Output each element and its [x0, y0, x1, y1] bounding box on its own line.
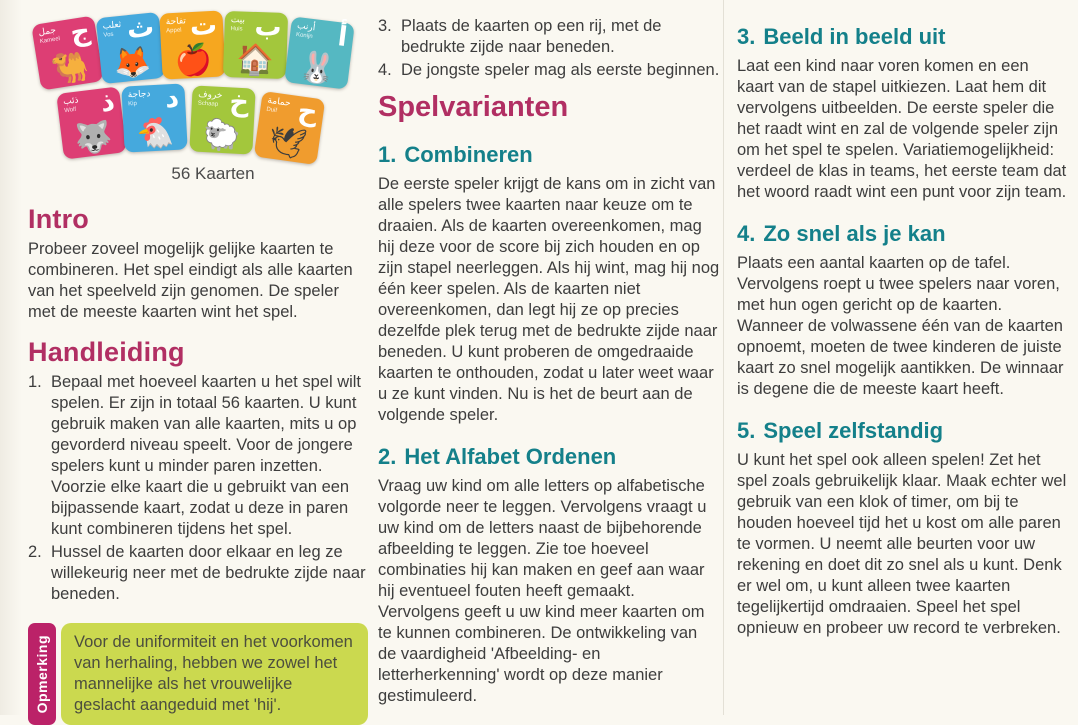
card-dutch-label: Huis	[230, 26, 243, 33]
card-dutch-label: Kameel	[39, 36, 61, 46]
card-illustration: 🍎	[173, 43, 213, 78]
column-divider	[723, 0, 724, 715]
variant-number: 2.	[378, 444, 397, 469]
card-illustration: 🐰	[297, 49, 339, 88]
card-arabic-letter: خ	[228, 86, 250, 118]
card-illustration: 🐔	[135, 116, 175, 151]
card-arabic-letter: ب	[253, 10, 283, 42]
card-arabic-letter: أ	[336, 21, 349, 53]
step-number: 3.	[378, 17, 392, 35]
step-item	[28, 372, 368, 540]
note-box	[28, 623, 368, 725]
spelvarianten-title: Spelvarianten	[378, 91, 569, 123]
middle-column	[378, 16, 720, 707]
step-number: 2.	[28, 543, 42, 561]
card-dutch-label: Duif	[265, 106, 278, 115]
variant-number: 5.	[737, 418, 756, 443]
card-arabic-letter: ح	[296, 95, 320, 128]
card-dutch-label: Wolf	[63, 106, 77, 115]
variant-text: Laat een kind naar voren komen en een kaart van de stapel uitkiezen. Laat hem dit vervolgens uitbeelden. De eerste speler die het raadt wint en zal de volgende speler zijn om het spel te spelen. Variatiemogelijkheid: verdeel de klas in teams, het eerste team dat het woord raadt wint een punt voor zijn team.	[737, 57, 1067, 201]
note-text: Voor de uniformiteit en het voorkomen van herhaling, hebben we zowel het mannelijke als het vrouwelijke geslacht aangeduid met 'hij'.	[61, 623, 368, 725]
card-dutch-label: Schaap	[197, 100, 219, 108]
card-arabic-word: حمامة	[267, 94, 292, 108]
variant-number: 1.	[378, 142, 397, 167]
card-arabic-word: جمل	[37, 24, 57, 38]
step-text: De jongste speler mag als eerste beginnen.	[401, 61, 720, 79]
card-dutch-label: Vos	[103, 31, 114, 39]
step-text: Bepaal met hoeveel kaarten u het spel wilt spelen. Er zijn in totaal 56 kaarten. U kunt gebruik maken van alle kaarten, mits u op gevorderd niveau speelt. Voor de jongere spelers kunt u minder paren inzetten. Voorzie elke kaart die u gebruikt van een bijpassende kaart, zodat u deze in paren kunt combineren tijdens het spel.	[51, 373, 362, 538]
deck-caption: 56 Kaarten	[171, 164, 255, 183]
card-arabic-word: أرنب	[296, 20, 316, 33]
card-arabic-letter: ت	[189, 9, 218, 42]
card-arabic-word: خروف	[198, 88, 223, 100]
card-illustration: 🐑	[202, 118, 242, 153]
card-arabic-letter: ث	[125, 11, 156, 45]
card-arabic-letter: ذ	[98, 86, 117, 118]
alphabet-card	[56, 86, 127, 159]
variant-text: U kunt het spel ook alleen spelen! Zet het spel zoals gebruikelijk klaar. Maak echter wel gebruik van een klok of timer, om bij te houden hoeveel tijd het u kost om alle paren te vormen. U neemt alle beurten voor uw rekening en doet dit zo snel als u kunt. Denk er wel om, u kunt alleen twee kaarten tegelijkertijd omdraaien. Speel het spel opnieuw en probeer uw record te verbreken.	[737, 451, 1067, 637]
step-item	[378, 60, 720, 81]
card-arabic-word: بيت	[230, 14, 246, 25]
card-arabic-word: تفاحة	[165, 15, 187, 27]
step-number: 1.	[28, 373, 42, 391]
variant-title-text: Combineren	[404, 142, 533, 167]
variant-title	[737, 418, 1068, 444]
note-tab	[28, 623, 56, 725]
alphabet-card	[223, 11, 288, 79]
variant-text: Plaats een aantal kaarten op de tafel. Vervolgens roept u twee spelers naar voren, met hun ogen gericht op de kaarten. Wanneer de volwassene één van de kaarten opnoemt, moeten de twee kinderen de juiste kaart zo snel mogelijk aantikken. De winnaar is degene die de meeste kaart heeft.	[737, 254, 1064, 398]
variant-title-text: Het Alfabet Ordenen	[404, 444, 617, 469]
variant-title	[737, 221, 1068, 247]
variant-title	[737, 24, 1068, 50]
step-text: Hussel de kaarten door elkaar en leg ze willekeurig neer met de bedrukte zijde naar beneden.	[51, 543, 366, 603]
step-number: 4.	[378, 61, 392, 79]
variant-title	[378, 444, 720, 470]
card-arabic-word: دجاجة	[127, 88, 151, 100]
alphabet-card	[189, 85, 255, 154]
card-arabic-letter: د	[164, 82, 180, 114]
deck-board	[28, 6, 368, 190]
alphabet-card	[254, 91, 326, 165]
alphabet-card	[31, 15, 104, 90]
alphabet-card	[159, 10, 225, 79]
card-arabic-letter: ج	[68, 15, 93, 49]
intro-title: Intro	[28, 204, 89, 234]
card-arabic-word: ذئب	[62, 94, 79, 107]
step-item	[378, 16, 720, 58]
variant-title-text: Zo snel als je kan	[763, 221, 946, 246]
variant-number: 3.	[737, 24, 756, 49]
card-illustration: 🕊	[266, 124, 309, 163]
alphabet-card	[284, 16, 355, 89]
left-column	[28, 6, 368, 725]
card-illustration: 🐺	[72, 119, 114, 158]
card-illustration: 🐫	[48, 49, 91, 88]
alphabet-card	[121, 83, 187, 152]
handleiding-title: Handleiding	[28, 337, 185, 367]
right-column	[737, 16, 1068, 639]
card-illustration: 🏠	[235, 43, 275, 78]
alphabet-card	[96, 12, 166, 84]
variant-text: De eerste speler krijgt de kans om in zicht van alle spelers twee kaarten naar keuze om te draaien. Als de kaarten overeenkomen, mag hij deze voor de score bij zich houden en op zijn stapel neerleggen. Als hij wint, mag hij nog één keer spelen. Als de kaarten niet overeenkomen, dan legt hij ze op precies dezelfde plek terug met de bedrukte zijde naar beneden. U kunt proberen de omgedraaide kaarten te onthouden, zodat u later weet waar u ze kunt vinden. Nu is het de beurt aan de volgende speler.	[378, 175, 720, 424]
card-dutch-label: Kip	[128, 100, 138, 108]
card-arabic-word: ثعلب	[102, 18, 122, 31]
note-label: Opmerking	[34, 634, 50, 714]
variant-title-text: Beeld in beeld uit	[763, 24, 946, 49]
variant-text: Vraag uw kind om alle letters op alfabetische volgorde neer te leggen. Vervolgens vraagt u uw kind om de letters naast de bijbehorende afbeelding te leggen. Zie toe hoeveel combinaties hij kan maken en geef aan waar hij eventueel fouten heeft gemaakt. Vervolgens geeft u uw kind meer kaarten om te kunnen combineren. De ontwikkeling van de vaardigheid 'Afbeelding- en letterherkenning' wordt op deze manier gestimuleerd.	[378, 477, 707, 705]
variant-number: 4.	[737, 221, 756, 246]
card-illustration: 🦊	[111, 45, 153, 82]
step-item	[28, 542, 368, 605]
scan-edge-shadow	[0, 0, 22, 715]
card-dutch-label: Appel	[166, 27, 182, 35]
variant-title-text: Speel zelfstandig	[763, 418, 944, 443]
intro-text: Probeer zoveel mogelijk gelijke kaarten te combineren. Het spel eindigt als alle kaarten van het speelveld zijn genomen. De speler met de meeste kaarten wint het spel.	[28, 240, 353, 321]
variant-title	[378, 142, 720, 168]
step-text: Plaats de kaarten op een rij, met de bedrukte zijde naar beneden.	[401, 17, 662, 56]
card-dutch-label: Konijn	[295, 32, 313, 41]
